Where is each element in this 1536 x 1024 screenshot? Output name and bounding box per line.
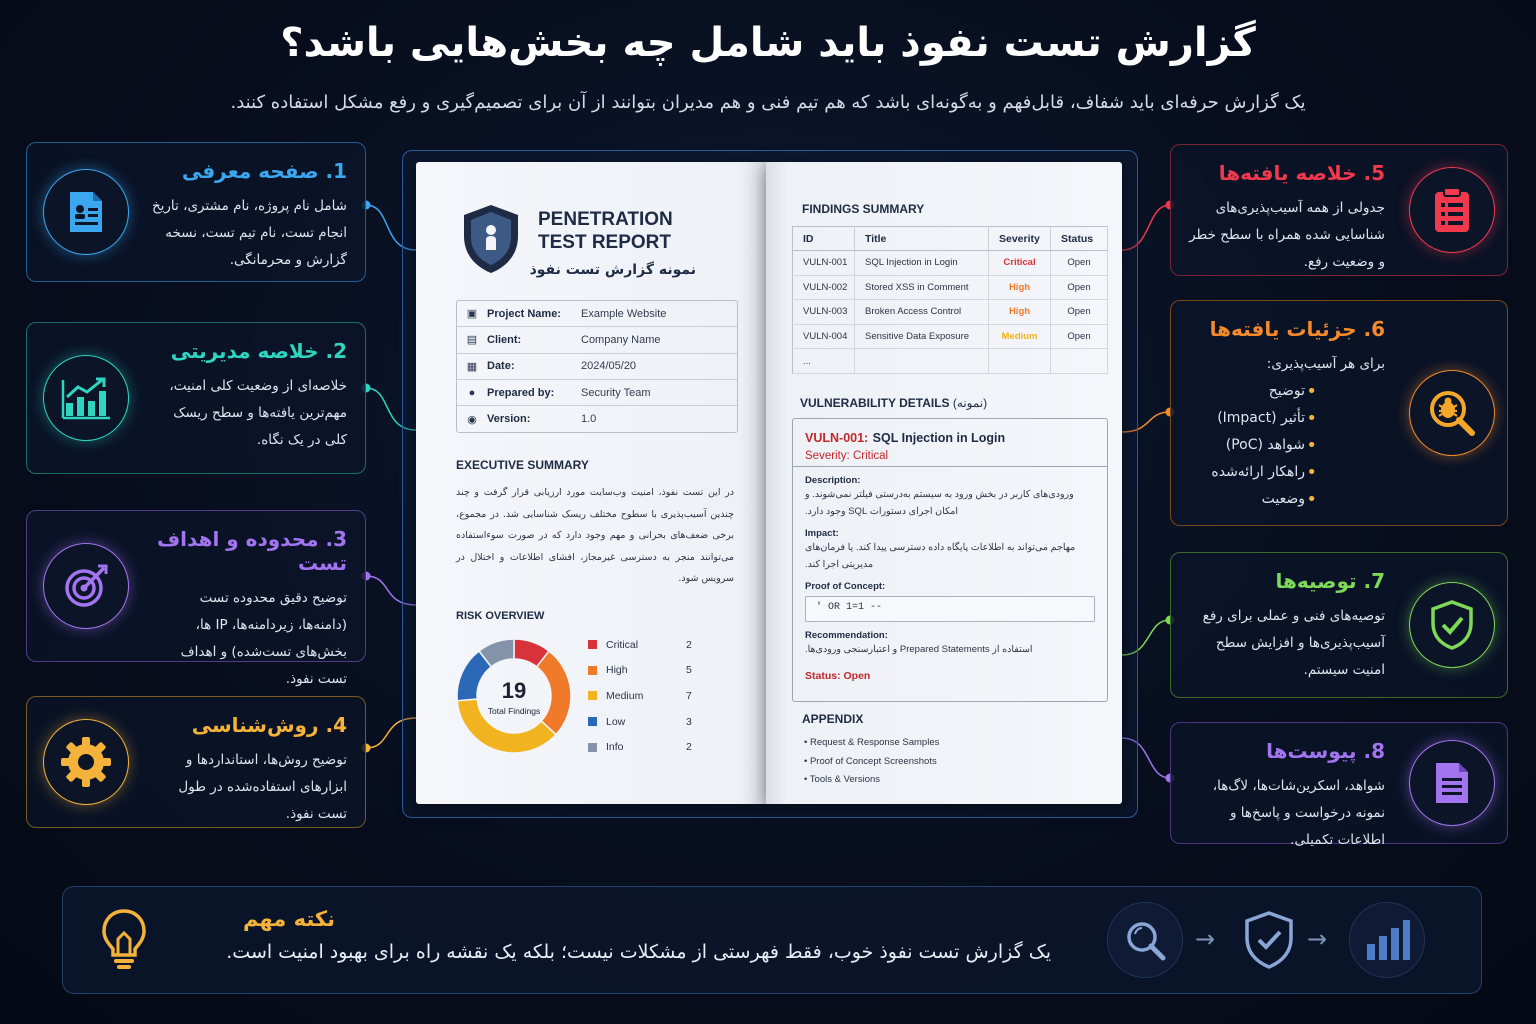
meta-label: Client: [487,333,522,346]
legend-label: Medium [606,689,644,702]
status-value: Open [843,670,871,682]
impact-text: مهاجم می‌تواند به اطلاعات پایگاه داده دسترسی پیدا کند. یا فرمان‌های مدیریتی اجرا کند. [805,542,1076,570]
finding-title: SQL Injection in Login [855,251,989,276]
details-heading-text: VULNERABILITY DETAILS [800,396,950,410]
appendix-heading: APPENDIX [802,712,864,726]
shield-check-icon [1231,902,1307,978]
report-title [538,208,688,254]
vulnerability-header [793,419,1107,467]
description-label: Description: [805,475,861,486]
calendar-icon: ▦ [466,360,478,373]
section-body: جدولی از همه آسیب‌پذیری‌های شناسایی شده همراه با سطح خطر و وضعیت رفع. [1189,200,1385,270]
section-body: توضیح دقیق محدوده تست (دامنه‌ها، زیردامنه‌ها، IP ها، بخش‌های تست‌شده) و اهداف تست نفوذ. [180,590,347,687]
table-row [793,251,1108,276]
risk-legend [588,632,700,760]
table-row [793,300,1108,325]
section-body: خلاصه‌ای از وضعیت کلی امنیت، مهم‌ترین یافته‌ها و سطح ریسک کلی در یک نگاه. [169,378,347,448]
list-item: • Proof of Concept Screenshots [804,753,939,772]
bug-search-icon [1409,370,1495,456]
appendix-list [804,734,939,790]
section-card-cover [26,142,366,282]
list-item: • وضعیت [1189,486,1305,513]
table-row [793,275,1108,300]
meta-row [457,380,737,406]
bar-chart-icon [1349,902,1425,978]
section-card-methodology [26,696,366,828]
impact-label: Impact: [805,528,839,539]
column-header: Severity [989,227,1051,251]
finding-severity: High [989,275,1051,300]
report-subtitle: نمونه گزارش تست نفوذ [529,262,696,278]
report-left-page [416,162,766,804]
search-icon [1107,902,1183,978]
finding-id: VULN-001 [793,251,855,276]
section-card-findings-summary [1170,144,1508,276]
status-label: Status: [805,670,841,682]
list-item: • تأثیر (Impact) [1189,405,1305,432]
report-title-line1: PENETRATION [538,209,673,230]
risk-donut-chart [454,636,574,756]
meta-value: Example Website [581,307,667,320]
list-item: • Request & Response Samples [804,734,939,753]
section-title: 8. پیوست‌ها [1266,739,1385,763]
finding-title [855,349,989,374]
arrow-icon: → [1307,925,1328,953]
list-item: • راهکار ارائه‌شده [1189,459,1305,486]
section-body: شواهد، اسکرین‌شات‌ها، لاگ‌ها، نمونه درخواست و پاسخ‌ها و اطلاعات تکمیلی. [1212,778,1385,848]
total-findings-value: 19 [501,678,527,703]
section-title: 3. محدوده و اهداف تست [156,527,347,575]
finding-id: ... [793,349,855,374]
page-subtitle: یک گزارش حرفه‌ای باید شفاف، قابل‌فهم و به‌گونه‌ای باشد که هم تیم فنی و هم مدیران بتوانند از آن برای تصمیم‌گیری و رفع مشکل استفاده کنند. [230,92,1306,113]
vulnerability-id: VULN-001: [805,431,869,445]
meta-row [457,406,737,432]
legend-value: 2 [686,741,692,754]
shield-icon [460,202,522,276]
severity-value: Critical [852,450,889,462]
poc-code: ' OR 1=1 -- [805,596,1095,622]
legend-label: High [606,664,628,677]
table-row [793,324,1108,349]
section-body: برای هر آسیب‌پذیری: [1266,356,1385,372]
section-title: 2. خلاصه مدیریتی [170,339,347,363]
finding-status: Open [1051,300,1108,325]
executive-summary-text: در این تست نفوذ، امنیت وب‌سایت مورد ارزیابی قرار گرفت و چند چندین آسیب‌پذیری با سطوح مختلف ریسک شناسایی شد. در مجموع، برخی ضعف‌های بحرانی و مهم وجود دارد که در صورت سوءاستفاده می‌توانند منجر به دسترسی غیرمجاز، افشای اطلاعات و اختلال در سرویس شود. [456,487,734,584]
legend-swatch [588,717,597,726]
target-icon [43,543,129,629]
meta-label: Project Name: [487,307,561,320]
vulnerability-name: SQL Injection in Login [872,431,1006,445]
finding-id: VULN-003 [793,300,855,325]
legend-item [588,658,700,684]
section-title: 1. صفحه معرفی [181,159,347,183]
version-icon: ◉ [467,413,477,426]
finding-status [1051,349,1108,374]
recommendation-text: استفاده از Prepared Statements و اعتبارسنجی ورودی‌ها. [805,644,1033,655]
list-item: • Tools & Versions [804,771,939,790]
vulnerability-details-heading [800,396,987,410]
chart-growth-icon [43,355,129,441]
arrow-icon: → [1195,925,1216,953]
vulnerability-body [793,475,1107,682]
meta-label: Date: [487,360,515,373]
executive-summary-heading: EXECUTIVE SUMMARY [456,458,589,472]
meta-value: Company Name [581,333,661,346]
legend-label: Info [606,741,624,754]
recommendation-label: Recommendation: [805,630,888,641]
column-header: Status [1051,227,1108,251]
document-icon [43,169,129,255]
legend-item [588,734,700,760]
legend-value: 2 [686,638,692,651]
section-title: 5. خلاصه یافته‌ها [1218,161,1385,185]
legend-item [588,632,700,658]
finding-status: Open [1051,324,1108,349]
table-row [793,349,1108,374]
legend-value: 5 [686,664,692,677]
legend-value: 7 [686,689,692,702]
page-title: گزارش تست نفوذ باید شامل چه بخش‌هایی باشد؟ [280,20,1256,66]
section-body: توضیح روش‌ها، استانداردها و ابزارهای استفاده‌شده در طول تست نفوذ. [178,752,347,822]
findings-table [792,226,1108,374]
description-text: ورودی‌های کاربر در بخش ورود به سیستم به‌درستی فیلتر نمی‌شوند. و امکان اجرای دستورات SQL وجود دارد. [805,489,1074,517]
important-note-panel [62,886,1482,994]
finding-status: Open [1051,275,1108,300]
legend-label: Low [606,715,626,728]
legend-swatch [588,666,597,675]
legend-swatch [588,640,597,649]
column-header: ID [793,227,855,251]
finding-id: VULN-002 [793,275,855,300]
section-body: توصیه‌های فنی و عملی برای رفع آسیب‌پذیری‌ها و افزایش سطح امنیت سیستم. [1202,608,1385,678]
section-card-appendix [1170,722,1508,848]
risk-overview-heading: RISK OVERVIEW [456,610,545,622]
section-title: 4. روش‌شناسی [191,713,347,737]
gear-icon [43,719,129,805]
finding-severity: High [989,300,1051,325]
legend-swatch [588,691,597,700]
client-icon: ▤ [466,334,478,347]
finding-severity [989,349,1051,374]
clipboard-icon [1409,167,1495,253]
finding-title: Stored XSS in Comment [855,275,989,300]
meta-label: Prepared by: [487,386,555,399]
legend-value: 3 [686,715,692,728]
finding-status: Open [1051,251,1108,276]
meta-label: Version: [487,413,531,426]
section-card-executive [26,322,366,474]
shield-check-icon [1409,582,1495,668]
finding-title: Sensitive Data Exposure [855,324,989,349]
meta-row [457,354,737,380]
report-right-page [766,162,1122,804]
column-header: Title [855,227,989,251]
finding-id: VULN-004 [793,324,855,349]
report-meta-table [456,300,738,433]
meta-value: Security Team [581,386,651,399]
legend-label: Critical [606,638,639,651]
details-heading-note: (نمونه) [952,396,988,410]
vulnerability-detail-box [792,418,1108,702]
vulnerability-severity [805,450,1095,462]
legend-item [588,709,700,735]
severity-label: Severity: [805,450,850,462]
user-icon: ● [468,386,476,399]
finding-severity: Medium [989,324,1051,349]
section-card-scope [26,510,366,687]
report-title-line2: TEST REPORT [538,232,672,253]
project-icon: ▣ [466,308,478,321]
legend-swatch [588,743,597,752]
table-header-row [793,227,1108,251]
section-card-recommendations [1170,552,1508,698]
list-item: • شواهد (PoC) [1189,432,1305,459]
section-body: شامل نام پروژه، نام مشتری، تاریخ انجام تست، نام تیم تست، نسخه گزارش و محرمانگی. [151,198,347,268]
lightbulb-icon [99,907,149,971]
note-title: نکته مهم [242,907,335,931]
poc-label: Proof of Concept: [805,581,886,592]
note-text: یک گزارش تست نفوذ خوب، فقط فهرستی از مشکلات نیست؛ بلکه یک نقشه راه برای بهبود امنیت است. [226,941,1051,963]
meta-row [457,327,737,353]
section-title: 6. جزئیات یافته‌ها [1209,317,1385,341]
file-icon [1409,740,1495,826]
list-item: • توضیح [1189,378,1305,405]
vulnerability-status [805,670,1095,682]
finding-title: Broken Access Control [855,300,989,325]
meta-row [457,301,737,327]
section-card-finding-details [1170,300,1508,526]
legend-item [588,683,700,709]
section-title: 7. توصیه‌ها [1275,569,1385,593]
meta-value: 1.0 [581,413,597,426]
findings-summary-heading: FINDINGS SUMMARY [802,202,925,216]
meta-value: 2024/05/20 [581,360,637,373]
total-findings-label: Total Findings [487,706,541,716]
finding-severity: Critical [989,251,1051,276]
